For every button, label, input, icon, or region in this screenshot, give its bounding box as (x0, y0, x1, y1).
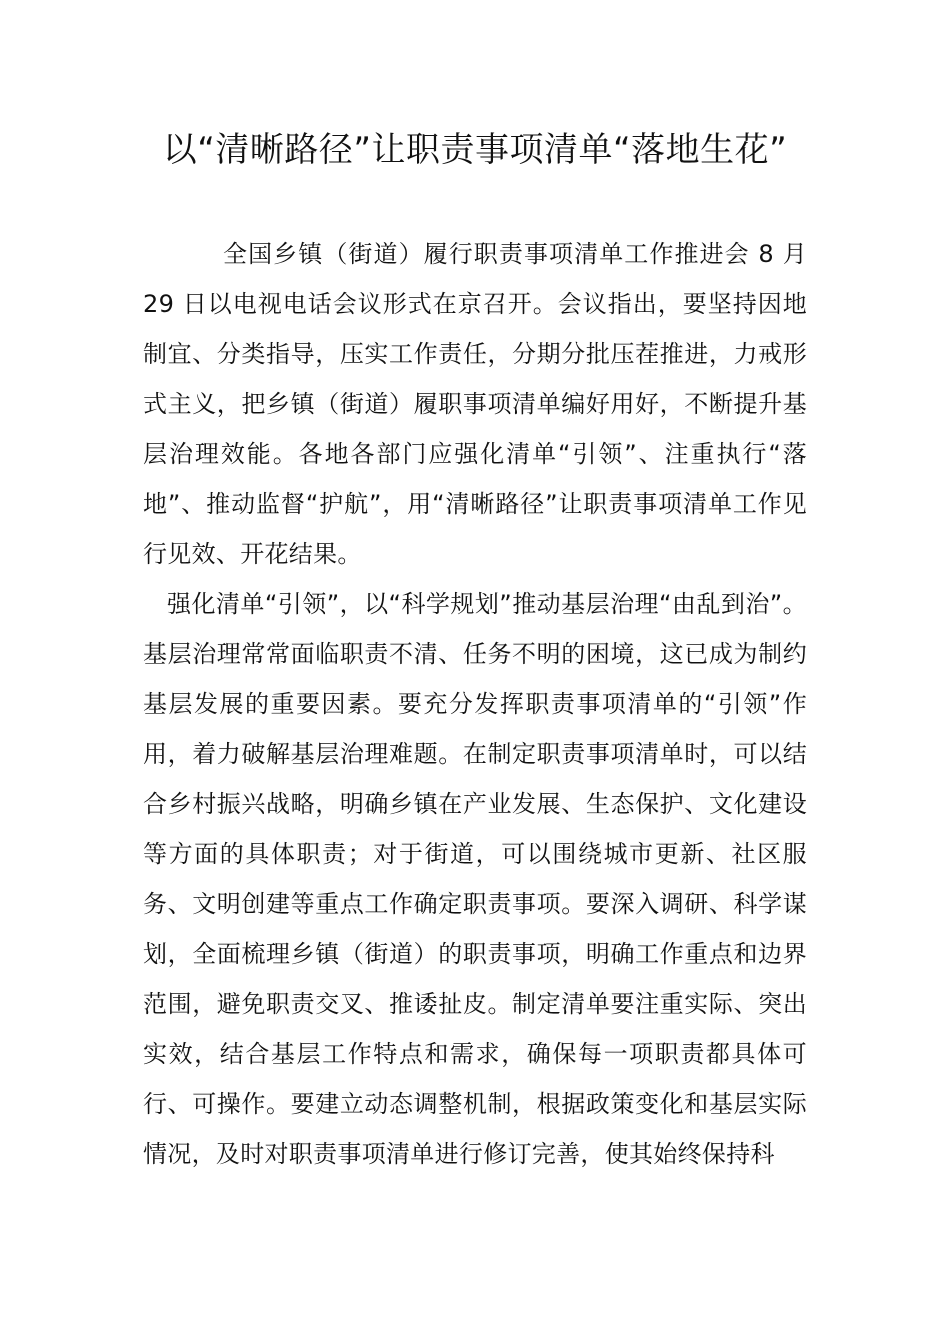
document-body (143, 229, 807, 1179)
document-title: 以“清晰路径”让职责事项清单“落地生花” (162, 130, 788, 170)
paragraph-intro: 全国乡镇（街道）履行职责事项清单工作推进会 8 月 29 日以电视电话会议形式在京召开。会议指出，要坚持因地制宜、分类指导，压实工作责任，分期分批压茬推进，力戒形式主义，把乡镇（街道）履职事项清单编好用好，不断提升基层治理效能。各地各部门应强化清单“引领”、注重执行“落地”、推动监督“护航”，用“清晰路径”让职责事项清单工作见行见效、开花结果。 (143, 240, 807, 568)
paragraph-guidance: 强化清单“引领”，以“科学规划”推动基层治理“由乱到治”。基层治理常常面临职责不清、任务不明的困境，这已成为制约基层发展的重要因素。要充分发挥职责事项清单的“引领”作用，着力破解基层治理难题。在制定职责事项清单时，可以结合乡村振兴战略，明确乡镇在产业发展、生态保护、文化建设等方面的具体职责；对于街道，可以围绕城市更新、社区服务、文明创建等重点工作确定职责事项。要深入调研、科学谋划，全面梳理乡镇（街道）的职责事项，明确工作重点和边界范围，避免职责交叉、推诿扯皮。制定清单要注重实际、突出实效，结合基层工作特点和需求，确保每一项职责都具体可行、可操作。要建立动态调整机制，根据政策变化和基层实际情况，及时对职责事项清单进行修订完善，使其始终保持科 (143, 590, 807, 1168)
